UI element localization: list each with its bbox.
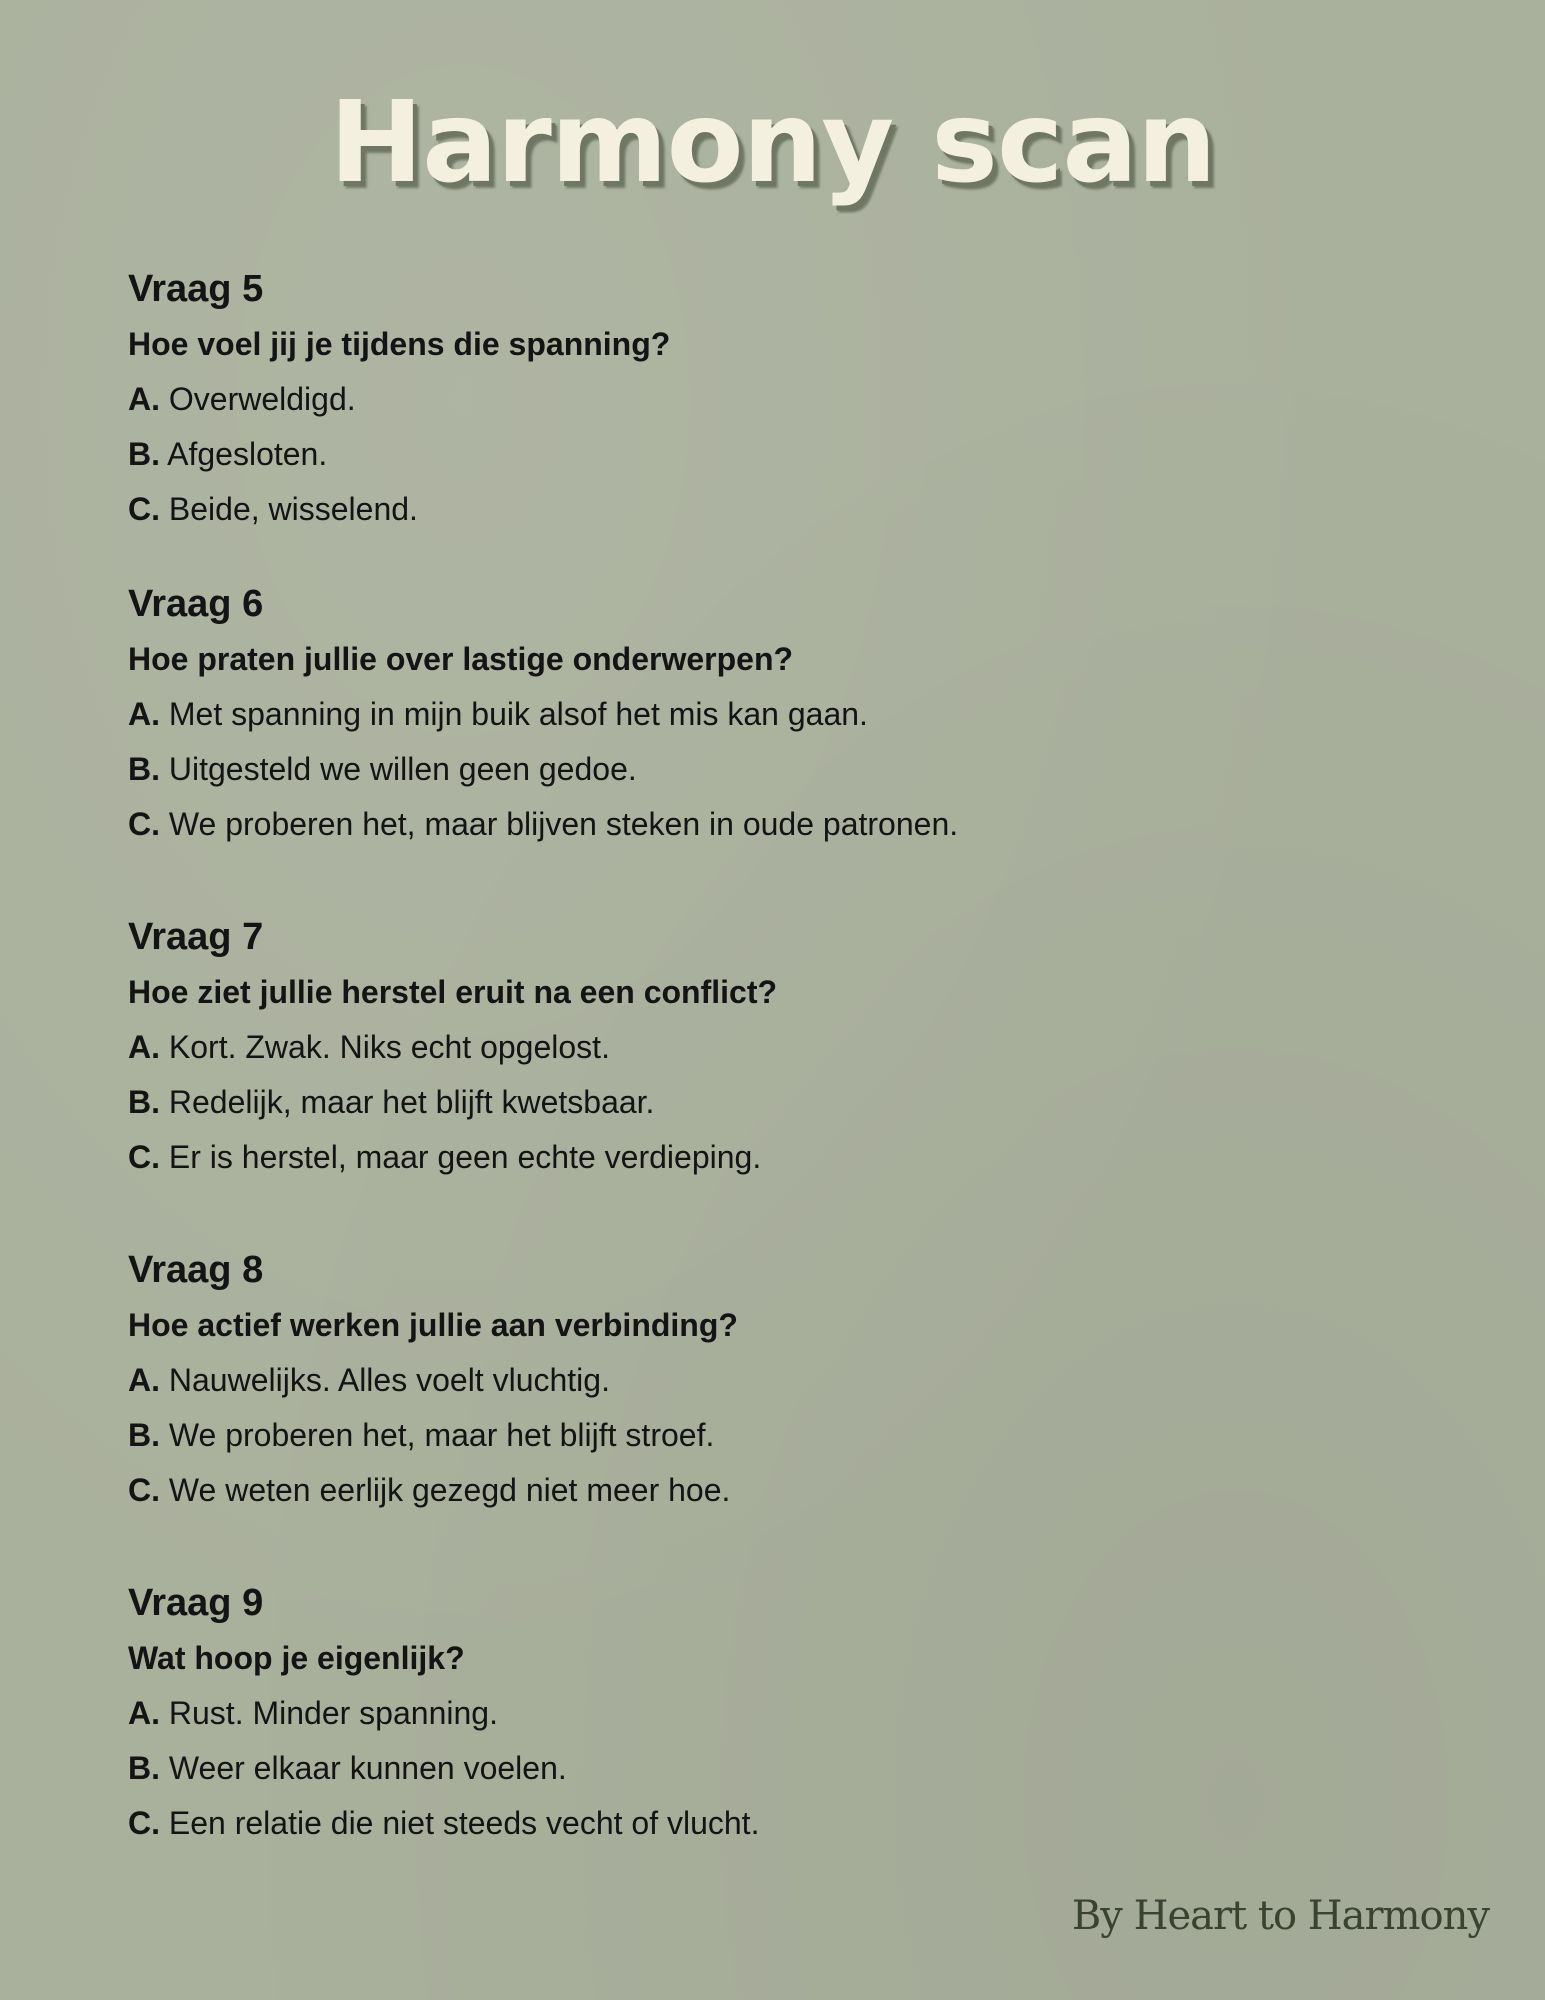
option-c bbox=[128, 1463, 1428, 1518]
question-text: Hoe ziet jullie herstel eruit na een conflict? bbox=[128, 974, 778, 1010]
option-text: Weer elkaar kunnen voelen. bbox=[160, 1750, 567, 1786]
option-a bbox=[128, 687, 1428, 742]
option-b bbox=[128, 1075, 1428, 1130]
option-letter: A. bbox=[128, 696, 160, 732]
option-letter: A. bbox=[128, 1695, 160, 1731]
option-text: Beide, wisselend. bbox=[160, 491, 418, 527]
question-6 bbox=[128, 577, 1428, 852]
question-label: Vraag 7 bbox=[128, 916, 264, 958]
option-text: Kort. Zwak. Niks echt opgelost. bbox=[160, 1029, 610, 1065]
option-letter: B. bbox=[128, 1417, 160, 1453]
option-letter: B. bbox=[128, 436, 160, 472]
question-label: Vraag 9 bbox=[128, 1582, 264, 1624]
option-text: We proberen het, maar blijven steken in oude patronen. bbox=[160, 806, 959, 842]
question-text: Hoe voel jij je tijdens die spanning? bbox=[128, 326, 671, 362]
option-letter: B. bbox=[128, 1084, 160, 1120]
option-text: Met spanning in mijn buik alsof het mis kan gaan. bbox=[160, 696, 868, 732]
option-letter: A. bbox=[128, 1029, 160, 1065]
option-letter: C. bbox=[128, 1139, 160, 1175]
option-b bbox=[128, 1741, 1428, 1796]
option-letter: B. bbox=[128, 751, 160, 787]
option-text: Afgesloten. bbox=[160, 436, 328, 472]
option-text: Nauwelijks. Alles voelt vluchtig. bbox=[160, 1362, 610, 1398]
footer-signature: By Heart to Harmony bbox=[1071, 1893, 1489, 1939]
page-title: Harmony scan bbox=[329, 78, 1216, 208]
option-b bbox=[128, 427, 1428, 482]
question-9 bbox=[128, 1576, 1428, 1851]
option-letter: C. bbox=[128, 491, 160, 527]
option-text: Rust. Minder spanning. bbox=[160, 1695, 498, 1731]
question-text: Hoe praten jullie over lastige onderwerpen? bbox=[128, 641, 794, 677]
option-c bbox=[128, 1796, 1428, 1851]
question-label: Vraag 6 bbox=[128, 583, 264, 625]
option-text: Uitgesteld we willen geen gedoe. bbox=[160, 751, 637, 787]
option-c bbox=[128, 1130, 1428, 1185]
option-letter: C. bbox=[128, 1472, 160, 1508]
option-letter: C. bbox=[128, 1805, 160, 1841]
option-a bbox=[128, 1353, 1428, 1408]
question-label: Vraag 8 bbox=[128, 1249, 264, 1291]
question-list bbox=[128, 262, 1428, 1891]
option-text: Een relatie die niet steeds vecht of vlucht. bbox=[160, 1805, 760, 1841]
option-text: Er is herstel, maar geen echte verdieping. bbox=[160, 1139, 762, 1175]
option-text: Overweldigd. bbox=[160, 381, 356, 417]
question-8 bbox=[128, 1243, 1428, 1518]
question-text: Wat hoop je eigenlijk? bbox=[128, 1640, 465, 1676]
question-5 bbox=[128, 262, 1428, 537]
option-a bbox=[128, 1686, 1428, 1741]
option-a bbox=[128, 372, 1428, 427]
option-text: We proberen het, maar het blijft stroef. bbox=[160, 1417, 715, 1453]
option-letter: A. bbox=[128, 381, 160, 417]
option-b bbox=[128, 1408, 1428, 1463]
option-c bbox=[128, 482, 1428, 537]
question-7 bbox=[128, 910, 1428, 1185]
question-text: Hoe actief werken jullie aan verbinding? bbox=[128, 1307, 738, 1343]
option-letter: C. bbox=[128, 806, 160, 842]
option-letter: A. bbox=[128, 1362, 160, 1398]
option-a bbox=[128, 1020, 1428, 1075]
option-c bbox=[128, 797, 1428, 852]
option-text: Redelijk, maar het blijft kwetsbaar. bbox=[160, 1084, 655, 1120]
option-text: We weten eerlijk gezegd niet meer hoe. bbox=[160, 1472, 731, 1508]
option-letter: B. bbox=[128, 1750, 160, 1786]
option-b bbox=[128, 742, 1428, 797]
question-label: Vraag 5 bbox=[128, 268, 264, 310]
